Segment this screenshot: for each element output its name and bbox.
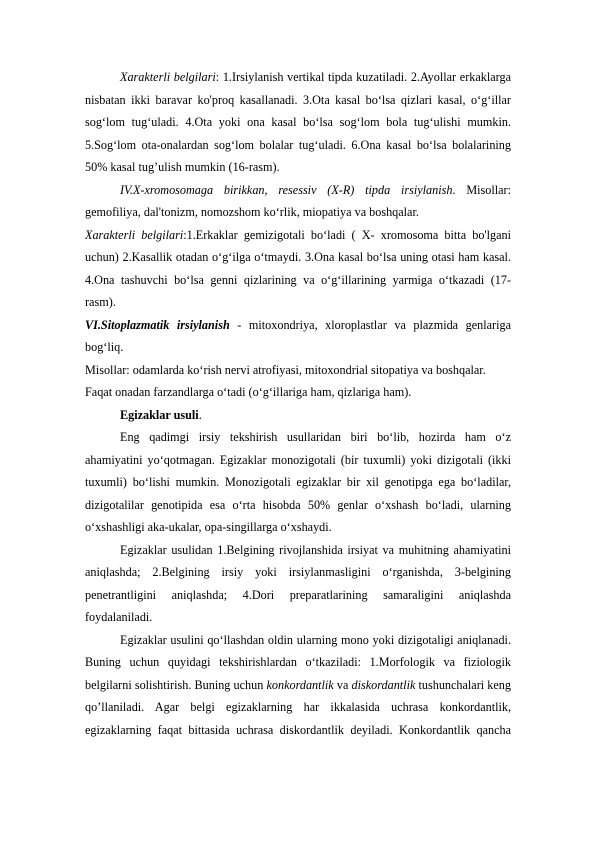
- paragraph: [85, 426, 511, 539]
- paragraph: [85, 629, 511, 742]
- paragraph-text: Faqat onadan farzandlarga o‘tadi (o‘g‘illariga ham, qizlariga ham).: [85, 385, 412, 399]
- paragraph: [85, 381, 511, 404]
- paragraph: [85, 404, 511, 427]
- paragraph-text: Egizaklar usulini qo‘llashdan oldin ularning mono yoki dizigotaligi aniqlanadi. Buning uchun quyidagi tekshirishlardan o‘tkaziladi: 1.Morfologik va fiziologik belgilarni solishtirish. Buning uchun: [85, 632, 511, 692]
- paragraph: [85, 224, 511, 314]
- paragraph: [85, 314, 511, 359]
- document-page: [85, 66, 511, 741]
- paragraph: [85, 359, 511, 382]
- paragraph-text: :1.Erkaklar gemizigotali bo‘ladi ( X- xromosoma bitta bo'lgani uchun) 2.Kasallik otadan o‘g‘ilga o‘tmaydi. 3.Ona kasal bo‘lsa uning otasi ham kasal. 4.Ona tashuvchi bo‘lsa genni qizlarining va o‘g‘illarining yarmiga o‘tkazadi (17-rasm).: [85, 227, 511, 309]
- paragraph: [85, 179, 511, 224]
- section-heading: VI.Sitoplazmatik irsiylanish: [85, 317, 230, 332]
- paragraph: [85, 539, 511, 629]
- paragraph: [85, 66, 511, 179]
- paragraph-text: Eng qadimgi irsiy tekshirish usullaridan biri bo‘lib, hozirda ham o‘z ahamiyatini yo‘qotmagan. Egizaklar monozigotali (bir tuxumli) yoki dizigotali (ikki tuxumli) bo‘lishi mumkin. Monozigotali egizaklar bir xil genotipga ega bo‘ladilar, dizigotalilar genotipida esa o‘rta hisobda 50% genlar o‘xshash bo‘ladi, ularning o‘xshashligi aka-ukalar, opa-singillarga o‘xshaydi.: [85, 430, 511, 534]
- paragraph-text: .: [198, 407, 202, 422]
- paragraph-text: - mitoxondriya, xloroplastlar va plazmida genlariga bog‘liq.: [85, 317, 511, 354]
- paragraph-text: tushunchalari keng qo’llaniladi. Agar belgi egizaklarning har ikkalasida uchrasa konkordantlik, egizaklarning faqat bittasida uchrasa diskordantlik deyiladi. Konkordantlik qancha: [85, 677, 511, 737]
- section-heading: Egizaklar usuli: [120, 407, 199, 422]
- term: diskordantlik: [351, 677, 416, 692]
- paragraph-text: va: [333, 677, 352, 692]
- paragraph-text: . Misollar: gemofiliya, dal'tonizm, nomozshom ko‘rlik, miopatiya va boshqalar.: [85, 182, 512, 219]
- section-heading: IV.X-xromosomaga birikkan, resessiv (X-R) tipda irsiylanish: [120, 182, 453, 197]
- paragraph-text: Misollar: odamlarda ko‘rish nervi atrofiyasi, mitoxondrial sitopatiya va boshqalar.: [85, 362, 486, 377]
- italic-heading: Xarakterli belgilari: [85, 227, 184, 242]
- paragraph-text: Egizaklar usulidan 1.Belgining rivojlanshida irsiyat va muhitning ahamiyatini aniqlashda; 2.Belgining irsiy yoki irsiylanmasligini o‘rganishda, 3-belgining penetrantligini aniqlashda; 4.Dori preparatlarining samaraligini aniqlashda foydalaniladi.: [85, 542, 511, 624]
- italic-heading: Xarakterli belgilari: [120, 70, 216, 84]
- paragraph-text: : 1.Irsiylanish vertikal tipda kuzatiladi. 2.Ayollar erkaklarga nisbatan ikki baravar ko'proq kasallanadi. 3.Ota kasal bo‘lsa qizlari kasal, o‘g‘illar sog‘lom tug‘uladi. 4.Ota yoki ona kasal bo‘lsa sog‘lom bola tug‘ulishi mumkin. 5.Sog‘lom ota-onalardan sog‘lom bolalar tug‘uladi. 6.Ona kasal bo‘lsa bolalarining 50% kasal tug’ulish mumkin (16-rasm).: [85, 70, 511, 174]
- term: konkordantlik: [266, 677, 334, 692]
